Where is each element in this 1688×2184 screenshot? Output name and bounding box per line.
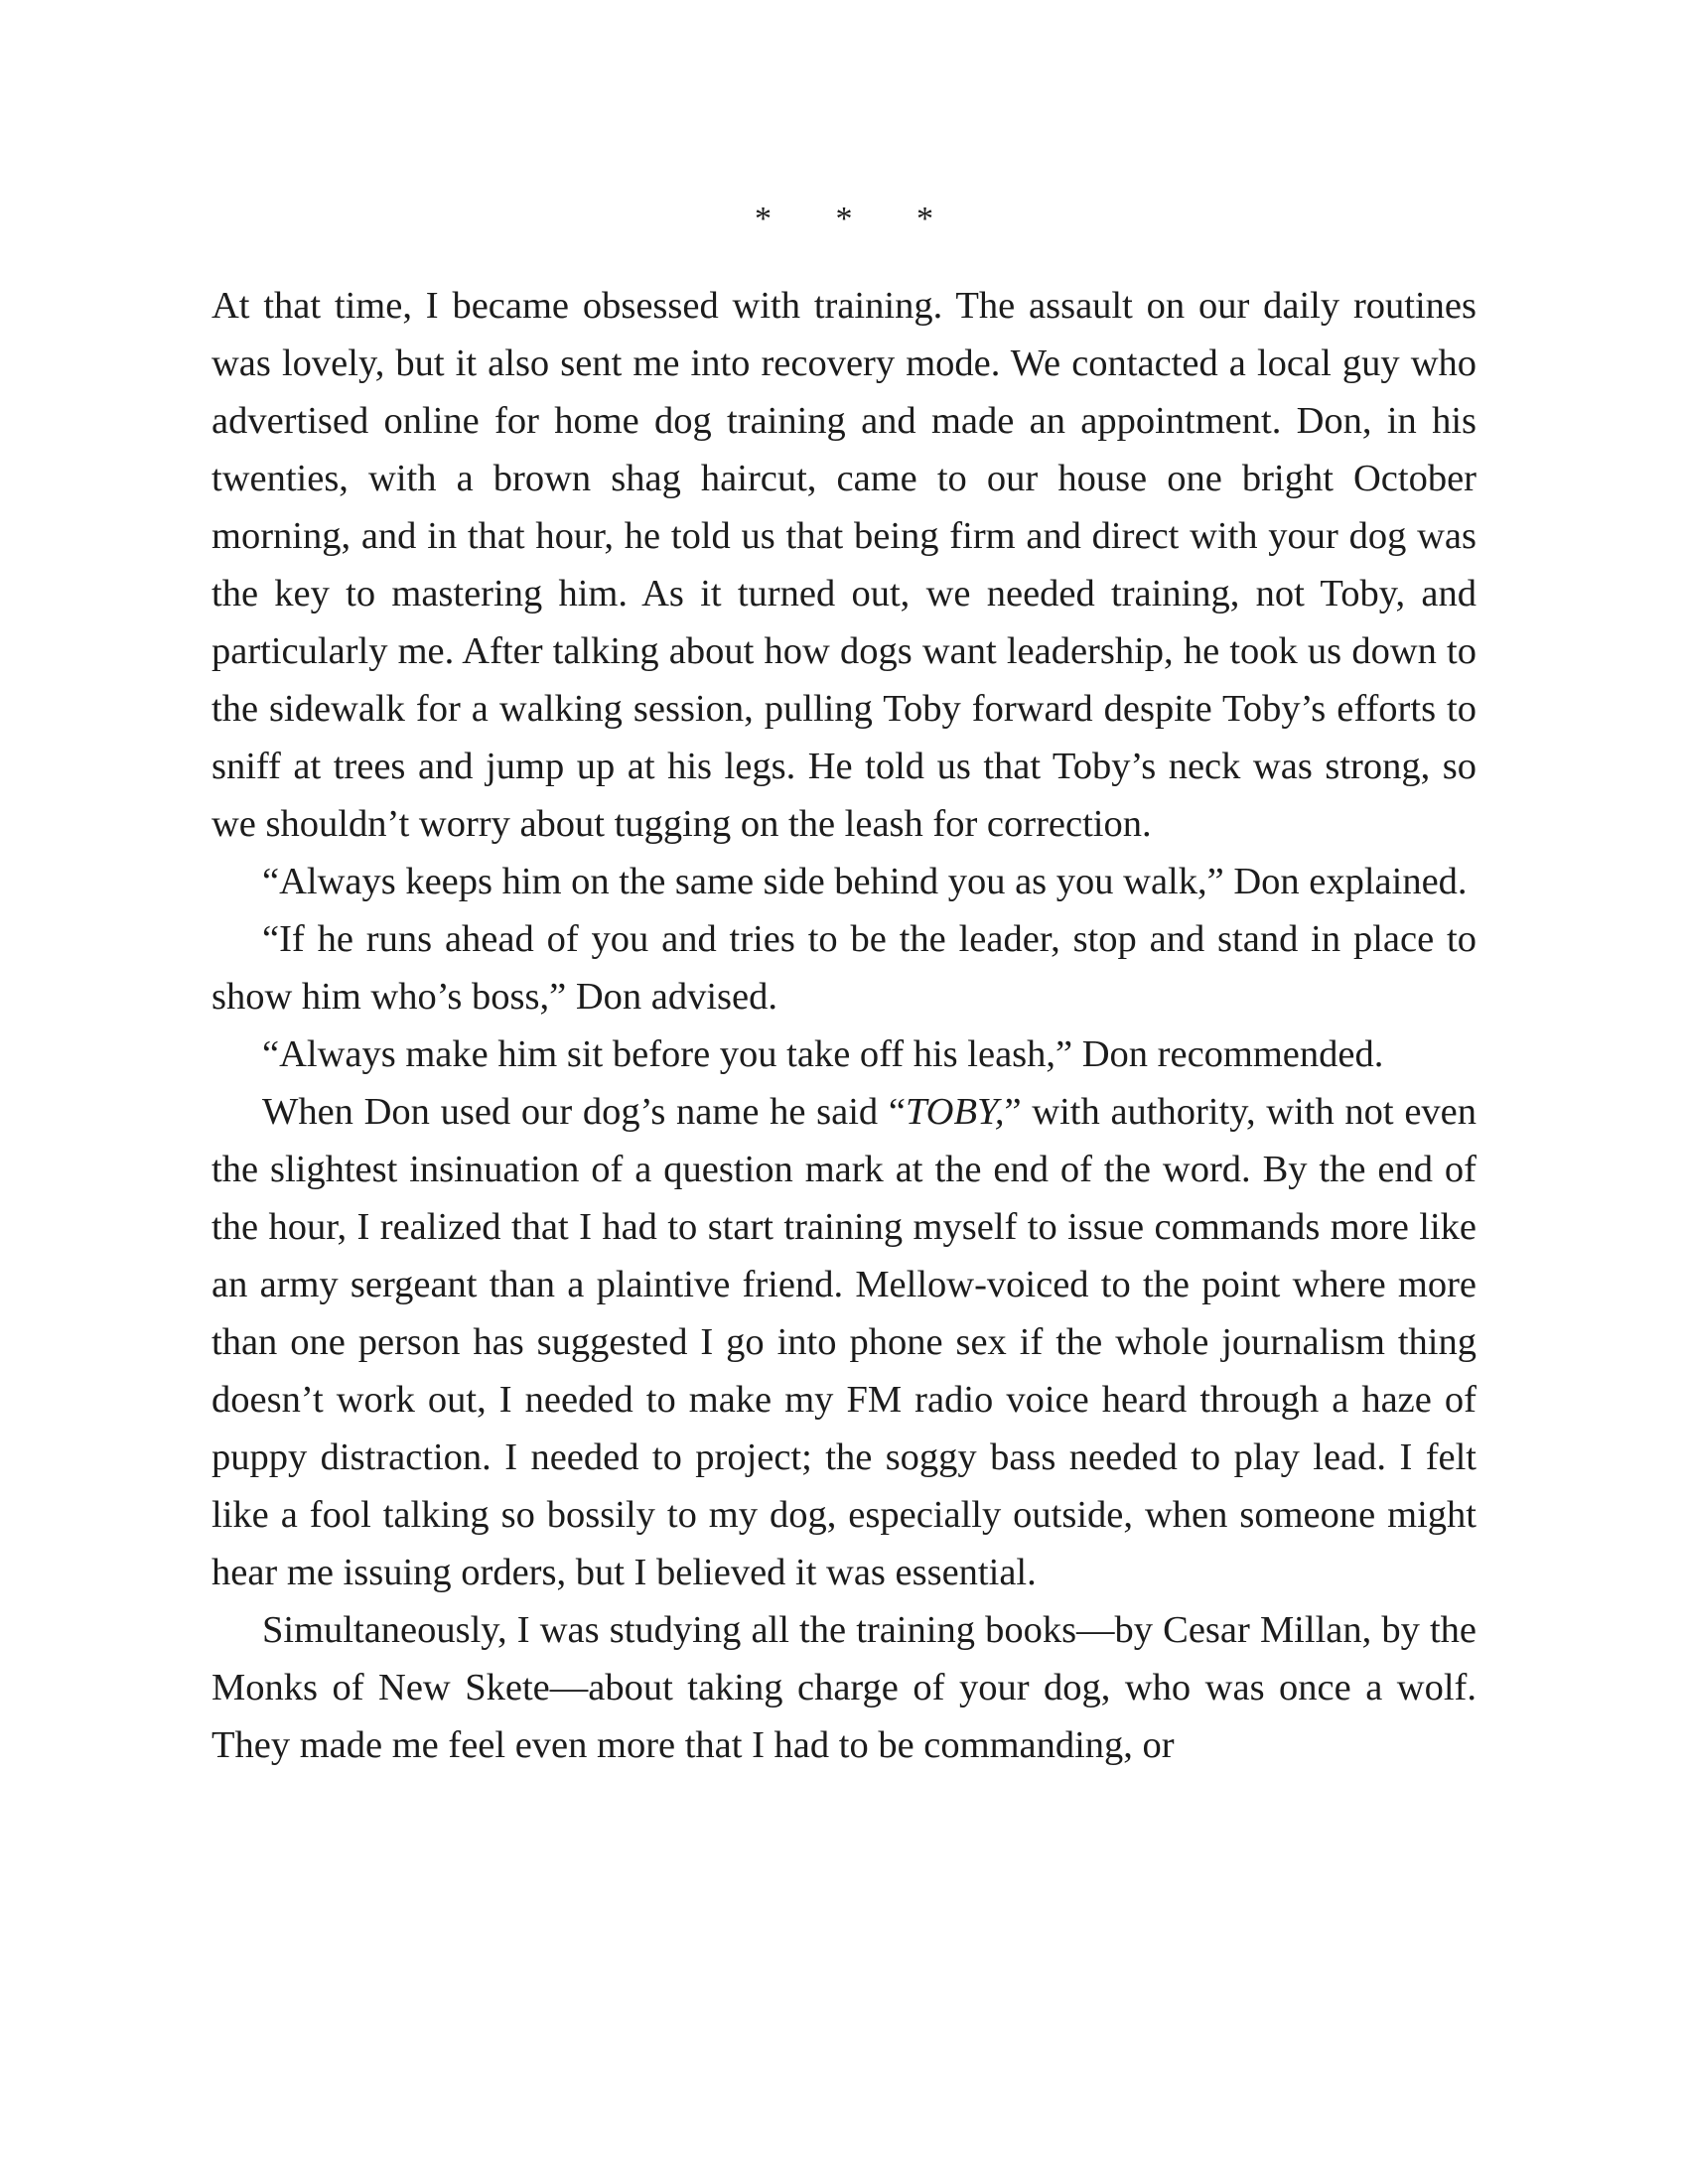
paragraph-toby-authority [211, 1083, 1477, 1601]
italic-dog-name: TOBY, [905, 1091, 1005, 1133]
paragraph-segment: ” with authority, with not even the slightest insinuation of a question mark at the end of the word. By the end of the hour, I realized that I had to start training myself to issue commands more like an army sergeant than a plaintive friend. Mellow-voiced to the point where more than one person has suggested I go into phone sex if the whole journalism thing doesn’t work out, I needed to make my FM radio voice heard through a haze of puppy distraction. I needed to project; the soggy bass needed to play lead. I felt like a fool talking so bossily to my dog, especially outside, when someone might hear me issuing orders, but I believed it was essential. [211, 1091, 1477, 1593]
paragraph-quote-same-side: “Always keeps him on the same side behind you as you walk,” Don explained. [262, 861, 1468, 902]
paragraph-training-intro: At that time, I became obsessed with training. The assault on our daily routines was lovely, but it also sent me into recovery mode. We contacted a local guy who advertised online for home dog training and made an appointment. Don, in his twenties, with a brown shag haircut, came to our house one bright October morning, and in that hour, he told us that being firm and direct with your dog was the key to mastering him. As it turned out, we needed training, not Toby, and particularly me. After talking about how dogs want leadership, he took us down to the sidewalk for a walking session, pulling Toby forward despite Toby’s efforts to sniff at trees and jump up at his legs. He told us that Toby’s neck was strong, so we shouldn’t worry about tugging on the leash for correction. [211, 285, 1477, 845]
paragraph-quote-runs-ahead: “If he runs ahead of you and tries to be the leader, stop and stand in place to show him who’s boss,” Don advised. [211, 918, 1477, 1018]
paragraph-quote-sit: “Always make him sit before you take off his leash,” Don recommended. [262, 1033, 1384, 1075]
paragraph-training-books: Simultaneously, I was studying all the training books—by Cesar Millan, by the Monks of New Skete—about taking charge of your dog, who was once a wolf. They made me feel even more that I had to be commanding, or [211, 1609, 1477, 1766]
body-text [211, 277, 1477, 1774]
paragraph-segment: When Don used our dog’s name he said “ [262, 1091, 906, 1133]
section-separator: * * * [755, 201, 961, 237]
